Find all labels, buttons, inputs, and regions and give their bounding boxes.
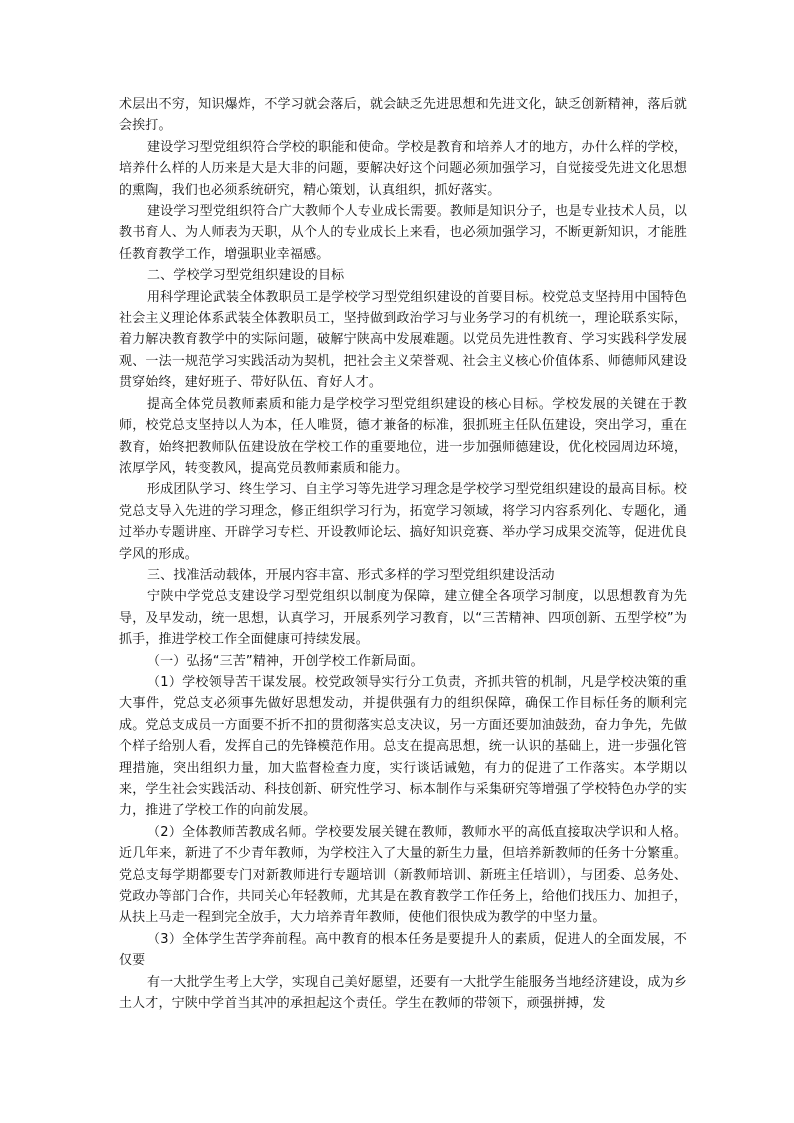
body-paragraph: 建设学习型党组织符合广大教师个人专业成长需要。教师是知识分子，也是专业技术人员，以教书育人、为人师表为天职，从个人的专业成长上来看，也必须加强学习，不断更新知识，才能胜任教育教学工作，增强职业幸福感。	[119, 204, 687, 262]
subsection-heading: （一）弘扬“三苦”精神，开创学校工作新局面。	[147, 653, 424, 669]
body-paragraph: 有一大批学生考上大学，实现自己美好愿望，还要有一大批学生能服务当地经济建设，成为乡土人才，宁陕中学首当其冲的承担起这个责任。学生在教师的带领下，顽强拼搏，发	[119, 974, 687, 1012]
body-paragraph: 宁陕中学党总支建设学习型党组织以制度为保障，建立健全各项学习制度，以思想教育为先导，及早发动，统一思想，认真学习，开展系列学习教育，以“三苦精神、四项创新、五型学校”为抓手，推进学校工作全面健康可持续发展。	[119, 589, 687, 648]
body-paragraph: （3）全体学生苦学奔前程。高中教育的根本任务是要提升人的素质，促进人的全面发展，不仅要	[119, 931, 687, 969]
body-paragraph: 提高全体党员教师素质和能力是学校学习型党组织建设的核心目标。学校发展的关键在于教师，校党总支坚持以人为本，任人唯贤，德才兼备的标准，狠抓班主任队伍建设，突出学习，重在教育，始终把教师队伍建设放在学校工作的重要地位，进一步加强师德建设，优化校园周边环境，浓厚学风，转变教风，提高党员教师素质和能力。	[119, 396, 687, 476]
body-paragraph: 用科学理论武装全体教职员工是学校学习型党组织建设的首要目标。校党总支坚持用中国特色社会主义理论体系武装全体教职员工，坚持做到政治学习与业务学习的有机统一，理论联系实际，着力解决教育教学中的实际问题，破解宁陕高中发展难题。以党员先进性教育、学习实践科学发展观、一法一规范学习实践活动为契机，把社会主义荣誉观、社会主义核心价值体系、师德师风建设贯穿始终，建好班子、带好队伍、育好人才。	[119, 289, 687, 391]
body-paragraph: 形成团队学习、终生学习、自主学习等先进学习理念是学校学习型党组织建设的最高目标。校党总支导入先进的学习理念，修正组织学习行为，拓宽学习领域，将学习内容系列化、专题化，通过举办专题讲座、开辟学习专栏、开设教师论坛、搞好知识竞赛、举办学习成果交流等，促进优良学风的形成。	[119, 482, 687, 562]
body-paragraph: （1）学校领导苦干谋发展。校党政领导实行分工负责，齐抓共管的机制，凡是学校决策的重大事件，党总支必须事先做好思想发动，并提供强有力的组织保障，确保工作目标任务的顺利完成。党总支成员一方面要不折不扣的贯彻落实总支决议，另一方面还要加油鼓劲，奋力争先，先做个样子给别人看，发挥自己的先锋模范作用。总支在提高思想，统一认识的基础上，进一步强化管理措施，突出组织力量，加大监督检查力度，实行谈话诫勉，有力的促进了工作落实。本学期以来，学生社会实践活动、科技创新、研究性学习、标本制作与采集研究等增强了学校特色办学的实力，推进了学校工作的向前发展。	[119, 674, 687, 819]
section-heading: 三、找准活动载体，开展内容丰富、形式多样的学习型党组织建设活动	[147, 567, 555, 583]
section-heading: 二、学校学习型党组织建设的目标	[147, 268, 345, 284]
document-page	[119, 94, 687, 1014]
body-paragraph: 建设学习型党组织符合学校的职能和使命。学校是教育和培养人才的地方，办什么样的学校，培养什么样的人历来是大是大非的问题，要解决好这个问题必须加强学习，自觉接受先进文化思想的熏陶，我们也必须系统研究，精心策划，认真组织，抓好落实。	[119, 139, 687, 198]
body-paragraph: （2）全体教师苦教成名师。学校要发展关键在教师，教师水平的高低直接取决学识和人格。近几年来，新进了不少青年教师，为学校注入了大量的新生力量，但培养新教师的任务十分繁重。党总支每学期都要专门对新教师进行专题培训（新教师培训、新班主任培训），与团委、总务处、党政办等部门合作，共同关心年轻教师，尤其是在教育教学工作任务上，给他们找压力、加担子，从扶上马走一程到完全放手，大力培养青年教师，使他们很快成为教学的中坚力量。	[119, 824, 687, 926]
body-paragraph: 术层出不穷，知识爆炸，不学习就会落后，就会缺乏先进思想和先进文化，缺乏创新精神，落后就会挨打。	[119, 97, 687, 134]
